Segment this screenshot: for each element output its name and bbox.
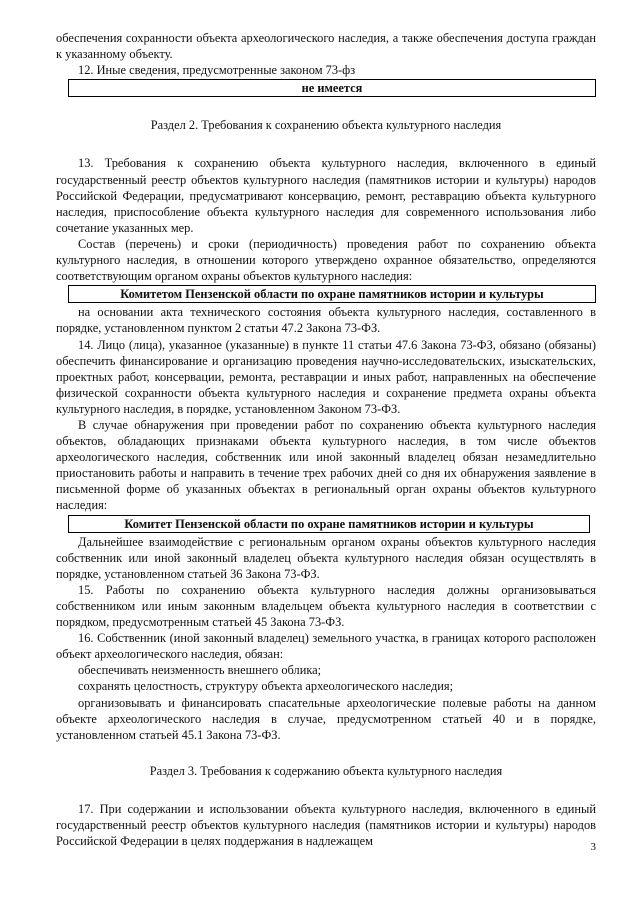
- section-2-heading: Раздел 2. Требования к сохранению объекта культурного наследия: [150, 118, 502, 133]
- paragraph-16-item-a: обеспечивать неизменность внешнего облика;: [78, 663, 322, 678]
- paragraph-14: 14. Лицо (лица), указанное (указанные) в пункте 11 статьи 47.6 Закона 73-ФЗ, обязано (обязаны) обеспечить финансирование и организацию проведения научно-исследовательских, изыскательских, проектных работ, консервации, ремонта, реставрации и иных работ, направленных на обеспечение физической сохранности объекта культурного наследия и сохранение предмета охраны объекта культурного наследия, в порядке, установленном Законом 73-ФЗ.: [56, 337, 596, 416]
- paragraph-15: 15. Работы по сохранению объекта культурного наследия должны организовываться собственником или иным законным владельцем объекта культурного наследия в соответствии с порядком, предусмотренным статьей 45 Закона 73-ФЗ.: [56, 582, 596, 630]
- boxed-value-none: не имеется: [68, 79, 596, 97]
- paragraph-13-composition: Состав (перечень) и сроки (периодичность) проведения работ по сохранению объекта культурного наследия, в отношении которого утверждено охранное обязательство, определяются соответствующим органом охраны объектов культурного наследия:: [56, 236, 596, 284]
- document-page: [56, 30, 596, 849]
- paragraph-13-basis: на основании акта технического состояния объекта культурного наследия, составленного в порядке, установленном пунктом 2 статьи 47.2 Закона 73-ФЗ.: [56, 305, 596, 336]
- paragraph-16-item-c: организовывать и финансировать спасательные археологические полевые работы на данном объекте археологического наследия в случае, предусмотренном статьей 40 и в порядке, установленном статьей 45.1 Закона 73-ФЗ.: [56, 695, 596, 742]
- boxed-authority-1: Комитетом Пензенской области по охране памятников истории и культуры: [68, 285, 596, 303]
- paragraph-14-interaction: Дальнейшее взаимодействие с региональным органом охраны объектов культурного наследия собственник или иной законный владелец объекта культурного наследия обязан осуществлять в порядке, установленном статьей 36 Закона 73-ФЗ.: [56, 534, 596, 581]
- paragraph-17: 17. При содержании и использовании объекта культурного наследия, включенного в единый государственный реестр объектов культурного наследия (памятников истории и культуры) народов Российской Федерации в целях поддержания в надлежащем: [56, 801, 596, 849]
- page-number: 3: [590, 841, 596, 853]
- paragraph-continuation: обеспечения сохранности объекта археологического наследия, а также обеспечения доступа граждан к указанному объекту.: [56, 31, 596, 62]
- paragraph-12: 12. Иные сведения, предусмотренные законом 73-фз: [78, 63, 356, 78]
- section-3-heading: Раздел 3. Требования к содержанию объекта культурного наследия: [149, 763, 503, 778]
- boxed-authority-2: Комитет Пензенской области по охране памятников истории и культуры: [68, 515, 590, 533]
- paragraph-14-discovery: В случае обнаружения при проведении работ по сохранению объекта культурного наследия объектов, обладающих признаками объекта культурного наследия, в том числе объектов археологического наследия, собственник или иной законный владелец обязан незамедлительно приостановить работы и направить в течение трех рабочих дней со дня их обнаружения заявление в письменной форме об указанных объектах в региональный орган охраны объектов культурного наследия:: [56, 417, 596, 513]
- paragraph-16: 16. Собственник (иной законный владелец) земельного участка, в границах которого расположен объект археологического наследия, обязан:: [56, 631, 596, 662]
- paragraph-13: 13. Требования к сохранению объекта культурного наследия, включенного в единый государственный реестр объектов культурного наследия (памятников истории и культуры) народов Российской Федерации, предусматривают консервацию, ремонт, реставрацию объекта культурного наследия, приспособление объекта культурного наследия для современного использования либо сочетание указанных мер.: [56, 156, 596, 235]
- paragraph-16-item-b: сохранять целостность, структуру объекта археологического наследия;: [78, 679, 454, 694]
